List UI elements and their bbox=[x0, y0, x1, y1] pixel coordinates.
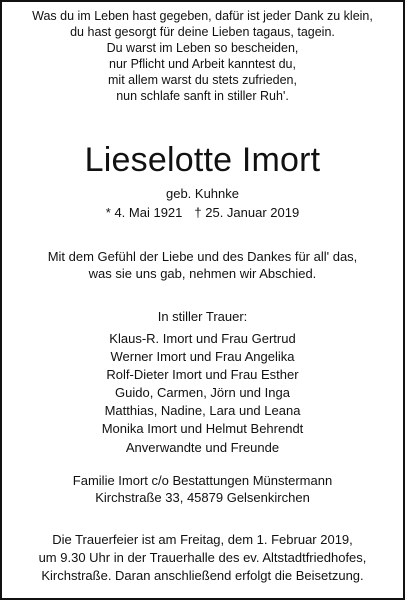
poem-line: nur Pflicht und Arbeit kanntest du, bbox=[109, 57, 296, 71]
mourner-entry: Klaus-R. Imort und Frau Gertrud bbox=[109, 331, 296, 346]
deceased-name: Lieselotte Imort bbox=[84, 141, 321, 179]
mourner-entry: Anverwandte und Freunde bbox=[125, 439, 280, 455]
mourner-entry: Matthias, Nadine, Lara und Leana bbox=[104, 403, 301, 419]
funeral-line: Die Trauerfeier ist am Freitag, dem 1. Februar 2019, bbox=[52, 532, 353, 547]
mourner-entry: Werner Imort und Frau Angelika bbox=[110, 349, 295, 365]
life-dates bbox=[2, 205, 403, 221]
farewell-line: was sie uns gab, nehmen wir Abschied. bbox=[88, 266, 317, 281]
funeral-line: Kirchstraße. Daran anschließend erfolgt die Beisetzung. bbox=[41, 568, 364, 583]
memorial-poem bbox=[2, 8, 403, 104]
poem-line: nun schlafe sanft in stiller Ruh'. bbox=[116, 89, 289, 103]
poem-line: Du warst im Leben so bescheiden, bbox=[106, 41, 299, 55]
farewell-text bbox=[2, 248, 403, 282]
mourners-heading: In stiller Trauer: bbox=[157, 309, 248, 324]
farewell-line: Mit dem Gefühl der Liebe und des Dankes für all' das, bbox=[47, 249, 358, 264]
mourner-entry: Monika Imort und Helmut Behrendt bbox=[101, 421, 304, 437]
contact-address bbox=[2, 472, 403, 506]
address-line: Kirchstraße 33, 45879 Gelsenkirchen bbox=[95, 490, 310, 505]
funeral-details bbox=[2, 531, 403, 585]
address-line: Familie Imort c/o Bestattungen Münstermann bbox=[72, 473, 333, 488]
death-date: † 25. Januar 2019 bbox=[194, 205, 300, 220]
mourner-entry: Guido, Carmen, Jörn und Inga bbox=[115, 385, 290, 401]
poem-line: Was du im Leben hast gegeben, dafür ist jeder Dank zu klein, bbox=[32, 9, 373, 23]
birth-date: * 4. Mai 1921 bbox=[105, 205, 183, 220]
mourners-list bbox=[2, 330, 403, 457]
mourner-entry: Rolf-Dieter Imort und Frau Esther bbox=[106, 367, 299, 383]
poem-line: mit allem warst du stets zufrieden, bbox=[108, 73, 297, 87]
funeral-line: um 9.30 Uhr in der Trauerhalle des ev. Altstadtfriedhofes, bbox=[38, 550, 367, 565]
poem-line: du hast gesorgt für deine Lieben tagaus, tagein. bbox=[70, 25, 335, 39]
maiden-name: geb. Kuhnke bbox=[165, 186, 239, 201]
